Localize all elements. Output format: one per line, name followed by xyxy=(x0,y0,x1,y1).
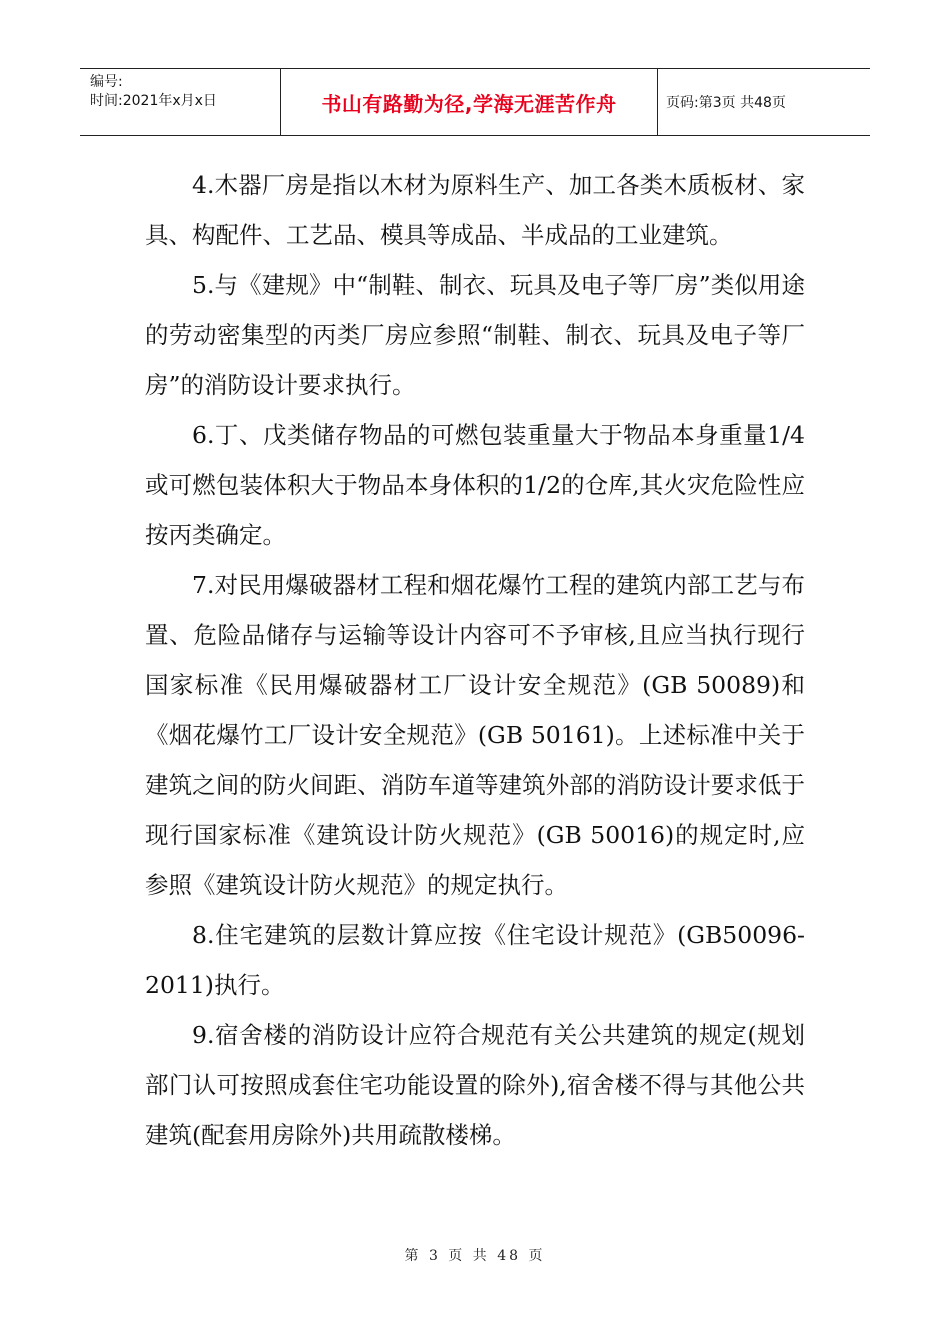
header-page-info-cell xyxy=(658,69,870,135)
footer-page-number: 第 3 页 共 48 页 xyxy=(404,1248,546,1264)
page-header xyxy=(80,68,870,136)
paragraph-4: 4.木器厂房是指以木材为原料生产、加工各类木质板材、家具、构配件、工艺品、模具等成品、半成品的工业建筑。 xyxy=(145,171,805,249)
paragraph-7: 7.对民用爆破器材工程和烟花爆竹工程的建筑内部工艺与布置、危险品储存与运输等设计内容可不予审核,且应当执行现行国家标准《民用爆破器材工厂设计安全规范》(GB 50089)和《烟花爆竹工厂设计安全规范》(GB 50161)。上述标准中关于建筑之间的防火间距、消防车道等建筑外部的消防设计要求低于现行国家标准《建筑设计防火规范》(GB 50016)的规定时,应参照《建筑设计防火规范》的规定执行。 xyxy=(145,571,805,899)
header-motto: 书山有路勤为径,学海无涯苦作舟 xyxy=(321,91,617,116)
paragraph-5: 5.与《建规》中“制鞋、制衣、玩具及电子等厂房”类似用途的劳动密集型的丙类厂房应参照“制鞋、制衣、玩具及电子等厂房”的消防设计要求执行。 xyxy=(145,271,805,399)
header-motto-cell xyxy=(281,69,658,135)
document-body xyxy=(145,160,805,1160)
header-meta xyxy=(80,69,281,135)
paragraph-9: 9.宿舍楼的消防设计应符合规范有关公共建筑的规定(规划部门认可按照成套住宅功能设置的除外),宿舍楼不得与其他公共建筑(配套用房除外)共用疏散楼梯。 xyxy=(145,1021,805,1149)
header-page-info: 页码:第3页 共48页 xyxy=(666,95,786,111)
page-footer xyxy=(0,1245,950,1265)
paragraph-8: 8.住宅建筑的层数计算应按《住宅设计规范》(GB50096-2011)执行。 xyxy=(145,921,805,999)
document-date: 时间:2021年x月x日 xyxy=(90,93,217,109)
paragraph-6: 6.丁、戊类储存物品的可燃包装重量大于物品本身重量1/4或可燃包装体积大于物品本身体积的1/2的仓库,其火灾危险性应按丙类确定。 xyxy=(145,421,805,549)
document-number-label: 编号: xyxy=(90,74,123,90)
